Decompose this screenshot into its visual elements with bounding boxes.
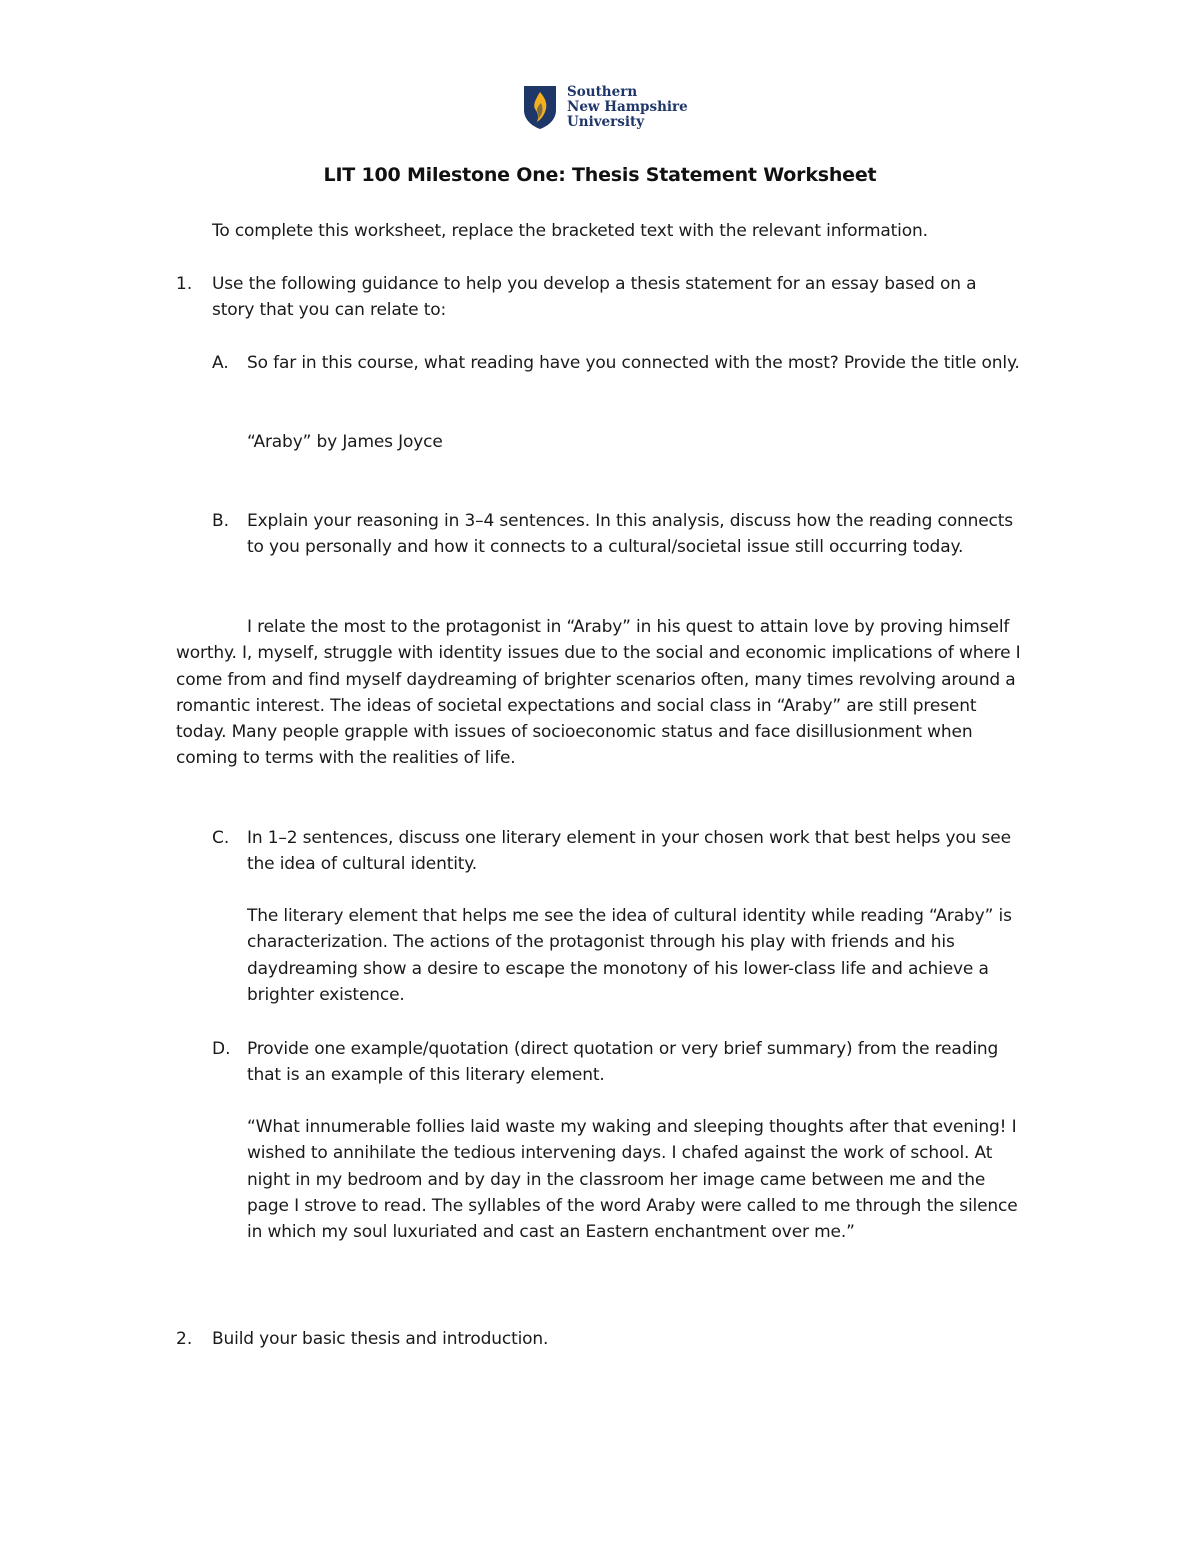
item-2-number: 2.	[176, 1329, 193, 1349]
logo-line-2: New Hampshire	[567, 98, 688, 115]
worksheet-title: LIT 100 Milestone One: Thesis Statement Worksheet	[323, 164, 877, 186]
item-a-question: So far in this course, what reading have you connected with the most? Provide the title only.	[247, 353, 1020, 373]
item-2-text: Build your basic thesis and introduction.	[212, 1329, 549, 1349]
item-c-letter: C.	[212, 828, 230, 848]
item-a-answer: “Araby” by James Joyce	[247, 432, 443, 452]
item-c-answer: The literary element that helps me see the idea of cultural identity while reading “Araby” is characterization. The actions of the protagonist through his play with friends and his daydreaming show a desire to escape the monotony of his lower-class life and achieve a brighter existence.	[247, 906, 1012, 1005]
logo-line-1: Southern	[567, 83, 638, 100]
item-a-letter: A.	[212, 353, 229, 373]
item-b-question: Explain your reasoning in 3–4 sentences. In this analysis, discuss how the reading connects to you personally and how it connects to a cultural/societal issue still occurring today.	[247, 511, 1013, 558]
item-b-letter: B.	[212, 511, 230, 531]
item-d-answer: “What innumerable follies laid waste my waking and sleeping thoughts after that evening! I wished to annihilate the tedious intervening days. I chafed against the work of school. At night in my bedroom and by day in the classroom her image came between me and the page I strove to read. The syllables of the word Araby were called to me through the silence in which my soul luxuriated and cast an Eastern enchantment over me.”	[247, 1117, 1018, 1243]
item-1-number: 1.	[176, 274, 193, 294]
logo-wordmark	[567, 85, 688, 130]
item-1-text: Use the following guidance to help you develop a thesis statement for an essay based on a story that you can relate to:	[212, 274, 977, 321]
snhu-logo	[522, 84, 688, 130]
logo-line-3: University	[567, 113, 645, 130]
item-d-letter: D.	[212, 1039, 231, 1059]
shield-flame-icon	[522, 84, 558, 130]
instructions: To complete this worksheet, replace the bracketed text with the relevant information.	[212, 221, 928, 241]
item-d-question: Provide one example/quotation (direct quotation or very brief summary) from the reading that is an example of this literary element.	[247, 1039, 999, 1086]
item-b-answer: I relate the most to the protagonist in “Araby” in his quest to attain love by proving himself worthy. I, myself, struggle with identity issues due to the social and economic implications of where I come from and find myself daydreaming of brighter scenarios often, many times revolving around a romantic interest. The ideas of societal expectations and social class in “Araby” are still present today. Many people grapple with issues of socioeconomic status and face disillusionment when coming to terms with the realities of life.	[176, 617, 1021, 769]
item-c-question: In 1–2 sentences, discuss one literary element in your chosen work that best helps you see the idea of cultural identity.	[247, 828, 1011, 875]
